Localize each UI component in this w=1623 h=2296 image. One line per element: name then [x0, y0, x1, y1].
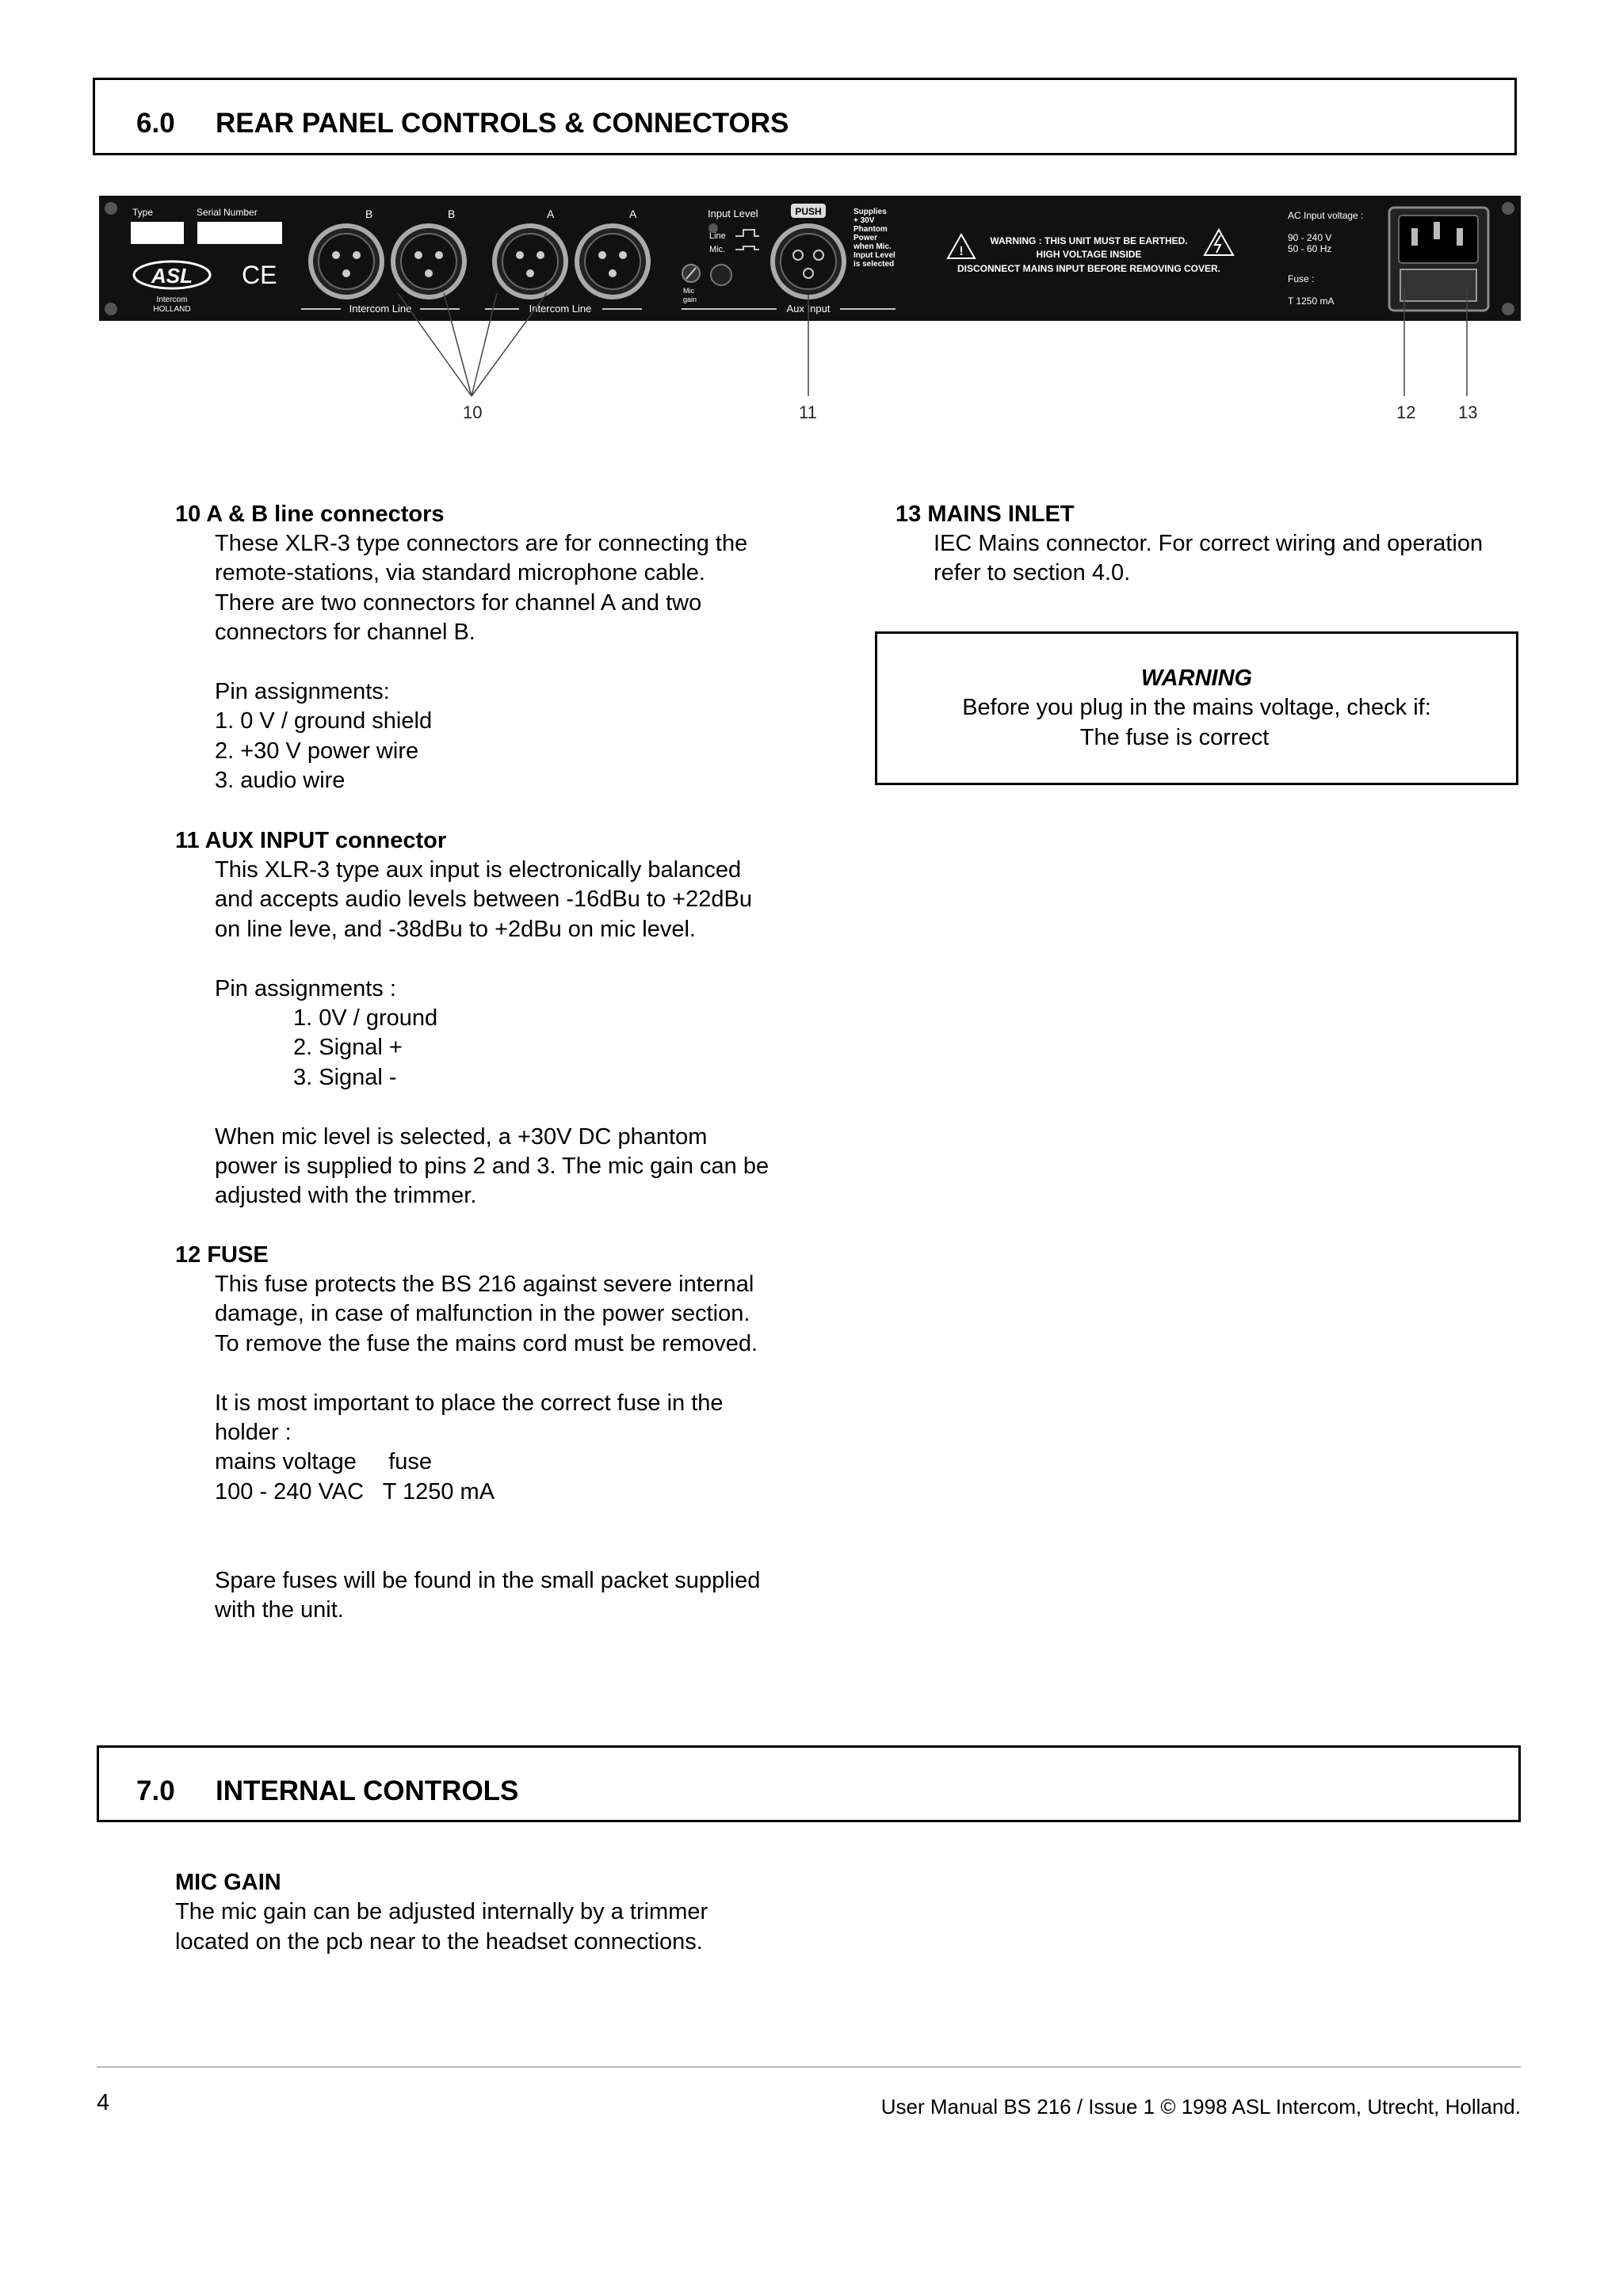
pin-item-11: 1. 0V / ground: [293, 1005, 438, 1032]
rear-panel-illustration: [0, 0, 1623, 444]
input-level-label: Input Level: [708, 208, 758, 219]
item-12-line: This fuse protects the BS 216 against severe internal: [215, 1272, 754, 1297]
item-12-spare: with the unit.: [215, 1597, 344, 1623]
panel-screw: [1502, 303, 1514, 315]
panel-serial-label: Serial Number: [197, 207, 258, 218]
item-13-line: IEC Mains connector. For correct wiring and operation: [934, 531, 1484, 556]
xlr-connector-a2: [577, 226, 648, 297]
panel-warning-1: WARNING : THIS UNIT MUST BE EARTHED.: [990, 235, 1188, 246]
item-12-line: To remove the fuse the mains cord must be removed.: [215, 1330, 758, 1356]
fuse-label: Fuse :: [1288, 273, 1315, 284]
section-6-heading: REAR PANEL CONTROLS & CONNECTORS: [216, 108, 789, 139]
fuse-table-row: 100 - 240 VAC T 1250 mA: [215, 1478, 495, 1505]
pin-item-10: 2. +30 V power wire: [215, 738, 419, 764]
line-label: Line: [709, 231, 726, 241]
fuse-table-header: mains voltage fuse: [215, 1449, 433, 1475]
aux-input-label: Aux Input: [786, 303, 831, 315]
section-7-number: 7.0: [136, 1775, 175, 1806]
item-11-line: on line leve, and -38dBu to +2dBu on mic level.: [215, 916, 696, 942]
phantom-note-1: Supplies: [854, 208, 887, 216]
asl-sub-1: Intercom: [156, 296, 188, 304]
item-12-line: It is most important to place the correct fuse in the: [215, 1390, 724, 1416]
item-11-line: This XLR-3 type aux input is electronically balanced: [215, 857, 742, 883]
panel-warning-3: DISCONNECT MAINS INPUT BEFORE REMOVING COVER.: [957, 263, 1221, 274]
intercom-line-label-2: Intercom Line: [529, 303, 592, 315]
callout-13: 13: [1458, 402, 1478, 422]
ac-input-label: AC Input voltage :: [1288, 210, 1364, 221]
panel-warning-2: HIGH VOLTAGE INSIDE: [1036, 249, 1142, 260]
xlr-connector-aux: [773, 226, 844, 297]
item-12: [175, 1241, 269, 1270]
phantom-note-7: is selected: [854, 260, 895, 269]
svg-text:!: !: [959, 245, 964, 258]
item-11-body: [215, 856, 769, 1211]
pin-item-10: 1. 0 V / ground shield: [215, 708, 433, 734]
ac-range-2: 50 - 60 Hz: [1288, 243, 1332, 254]
item-10-line: remote-stations, via standard microphone cable.: [215, 560, 705, 586]
pin-item-11: 2. Signal +: [293, 1035, 403, 1061]
item-11-phantom: power is supplied to pins 2 and 3. The mic gain can be: [215, 1154, 769, 1180]
mic-gain-title: MIC GAIN: [175, 1870, 281, 1895]
callout-10: 10: [463, 402, 483, 422]
panel-screw: [105, 202, 117, 215]
mic-gain-line: The mic gain can be adjusted internally by a trimmer: [175, 1899, 708, 1925]
fuse-value: T 1250 mA: [1288, 296, 1335, 307]
phantom-note-5: when Mic.: [854, 242, 892, 251]
item-11-phantom: adjusted with the trimmer.: [215, 1183, 477, 1209]
ac-range-1: 90 - 240 V: [1288, 232, 1332, 243]
intercom-line-label-1: Intercom Line: [349, 303, 412, 315]
warning-title: WARNING: [1140, 666, 1253, 691]
serial-field: [197, 222, 282, 244]
pin-title-10: Pin assignments:: [215, 679, 390, 705]
mic-switch-button: [711, 265, 731, 285]
pin-item-11: 3. Signal -: [293, 1064, 397, 1090]
item-10-line: connectors for channel B.: [215, 620, 475, 646]
warning-line-1: Before you plug in the mains voltage, check if:: [962, 695, 1431, 721]
footer-rule: [97, 2066, 1521, 2068]
item-13: [896, 500, 1075, 529]
item-11-title: 11 AUX INPUT connector: [175, 828, 447, 853]
item-11-line: and accepts audio levels between -16dBu to +22dBu: [215, 887, 752, 913]
pin-item-10: 3. audio wire: [215, 768, 346, 794]
callout-12: 12: [1396, 402, 1416, 422]
item-10-body: [215, 529, 747, 796]
conn-label-b2: B: [448, 208, 456, 220]
conn-label-b1: B: [365, 208, 373, 220]
item-10-title: 10 A & B line connectors: [175, 502, 445, 527]
xlr-connector-b2: [393, 226, 464, 297]
phantom-note-4: Power: [854, 234, 878, 242]
item-11: [175, 826, 446, 856]
item-12-line: damage, in case of malfunction in the power section.: [215, 1301, 750, 1327]
panel-type-label: Type: [132, 207, 154, 218]
item-13-title: 13 MAINS INLET: [896, 502, 1075, 527]
item-10-line: These XLR-3 type connectors are for connecting the: [215, 531, 748, 556]
item-13-body: [934, 529, 1483, 589]
page-number: 4: [97, 2090, 110, 2115]
item-11-phantom: When mic level is selected, a +30V DC phantom: [215, 1123, 708, 1150]
phantom-note-3: Phantom: [854, 225, 888, 234]
push-label: PUSH: [795, 206, 822, 217]
conn-label-a2: A: [629, 208, 637, 220]
callout-11: 11: [799, 402, 817, 422]
xlr-connector-a1: [495, 226, 566, 297]
panel-screw: [1502, 202, 1514, 215]
xlr-connector-b1: [311, 226, 382, 297]
mic-gain-line: located on the pcb near to the headset connections.: [175, 1928, 703, 1955]
section-7-heading: INTERNAL CONTROLS: [216, 1775, 519, 1806]
phantom-note-2: + 30V: [854, 216, 875, 225]
item-12-spare: Spare fuses will be found in the small packet supplied: [215, 1568, 761, 1594]
item-12-body: [215, 1270, 760, 1626]
phantom-note-6: Input Level: [854, 251, 896, 260]
item-13-line: refer to section 4.0.: [934, 560, 1131, 586]
footer-text: User Manual BS 216 / Issue 1 © 1998 ASL Intercom, Utrecht, Holland.: [880, 2095, 1521, 2119]
type-field: [131, 222, 184, 244]
item-12-line: holder :: [215, 1420, 292, 1446]
mic-gain-label-2: gain: [683, 296, 697, 303]
warning-box: [875, 631, 1518, 785]
asl-logo-text: ASL: [151, 264, 193, 288]
mic-label: Mic.: [709, 245, 726, 254]
item-12-title: 12 FUSE: [175, 1242, 269, 1268]
pin-title-11: Pin assignments :: [215, 975, 396, 1001]
fuse-drawer: [1400, 269, 1476, 301]
mic-gain-section: [175, 1868, 708, 1957]
section-6-number: 6.0: [136, 108, 175, 139]
item-10: [175, 500, 445, 529]
panel-screw: [105, 303, 117, 315]
ce-mark: CE: [242, 261, 277, 289]
asl-sub-2: HOLLAND: [153, 305, 191, 314]
mic-gain-label-1: Mic: [683, 287, 694, 295]
item-10-line: There are two connectors for channel A and two: [215, 589, 702, 616]
section-7-title: [136, 1775, 518, 1807]
warning-line-2: The fuse is correct: [1079, 724, 1270, 750]
conn-label-a1: A: [547, 208, 555, 220]
